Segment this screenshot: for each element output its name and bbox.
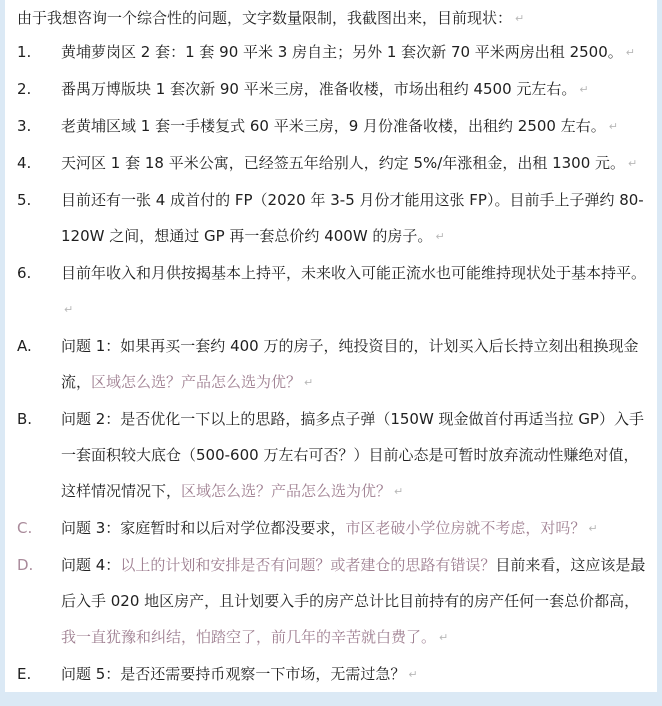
question-b — [17, 401, 647, 510]
intro-paragraph — [17, 3, 647, 34]
list-item-text — [61, 255, 647, 328]
paragraph-mark-icon: ↵ — [408, 668, 418, 681]
question-body: 问题 4： — [61, 556, 121, 574]
question-body: 问题 1：如果再买一套约 400 万的房子，纯投资目的，计划买入后长持立刻出租换现金流， — [61, 337, 639, 391]
question-body: 问题 2：是否优化一下以上的思路，搞多点子弹（150W 现金做首付再适当拉 GP）入手一套面积较大底仓（500-600 万左右可否？）目前心态是可暂时放弃流动性赚绝对值，这样情况情况下， — [61, 410, 644, 500]
item-text: 目前还有一张 4 成首付的 FP（2020 年 3-5 月份才能用这张 FP）。目前手上子弹约 80-120W 之间，想通过 GP 再一套总价约 400W 的房子。 — [61, 191, 644, 245]
list-item-6 — [17, 255, 647, 328]
highlighted-text: 以上的计划和安排是否有问题？或者建仓的思路有错误？ — [120, 556, 496, 574]
list-item-text — [61, 108, 647, 145]
paragraph-mark-icon: ↵ — [515, 12, 525, 25]
list-item-2 — [17, 71, 647, 108]
paragraph-mark-icon: ↵ — [625, 46, 635, 59]
list-item-text — [61, 145, 647, 182]
paragraph-mark-icon: ↵ — [304, 376, 314, 389]
question-text — [61, 328, 647, 401]
list-item-text — [61, 182, 647, 255]
paragraph-mark-icon: ↵ — [579, 83, 589, 96]
intro-text: 由于我想咨询一个综合性的问题，文字数量限制，我截图出来，目前现状： — [17, 9, 513, 27]
paragraph-mark-icon: ↵ — [439, 631, 449, 644]
item-text: 天河区 1 套 18 平米公寓，已经签五年给别人，约定 5%/年涨租金，出租 1300 元。 — [61, 154, 626, 172]
paragraph-mark-icon: ↵ — [64, 303, 74, 316]
list-marker: 2. — [17, 80, 32, 98]
question-body: 问题 3：家庭暂时和以后对学位都没要求， — [61, 519, 346, 537]
question-body: 问题 5：是否还需要持币观察一下市场，无需过急？ — [61, 665, 406, 683]
question-a — [17, 328, 647, 401]
question-c — [17, 510, 647, 547]
list-item-3 — [17, 108, 647, 145]
paragraph-mark-icon: ↵ — [435, 230, 445, 243]
paragraph-mark-icon: ↵ — [588, 522, 598, 535]
highlighted-text: 区域怎么选？产品怎么选为优？ — [91, 373, 302, 391]
list-marker: C. — [17, 519, 33, 537]
paragraph-mark-icon: ↵ — [394, 485, 404, 498]
item-text: 目前年收入和月供按揭基本上持平，未来收入可能正流水也可能维持现状处于基本持平。 — [61, 264, 647, 282]
highlighted-text-continued: 我一直犹豫和纠结，怕踏空了，前几年的辛苦就白费了。 — [61, 628, 437, 646]
question-text — [61, 656, 647, 693]
question-body-continued: 目前来看，这应该是最后入手 020 地区房产，且计划要入手的房产总计比目前持有的房产任何一套总价都高， — [61, 556, 646, 610]
highlighted-text: 区域怎么选？产品怎么选为优？ — [181, 482, 392, 500]
list-marker: 5. — [17, 191, 32, 209]
item-text: 番禺万博版块 1 套次新 90 平米三房，准备收楼，市场出租约 4500 元左右。 — [61, 80, 577, 98]
item-text: 老黄埔区域 1 套一手楼复式 60 平米三房，9 月份准备收楼，出租约 2500 左右。 — [61, 117, 606, 135]
list-item-text — [61, 71, 647, 108]
paragraph-mark-icon: ↵ — [628, 157, 638, 170]
list-item-4 — [17, 145, 647, 182]
list-marker: B. — [17, 410, 33, 428]
paragraph-mark-icon: ↵ — [608, 120, 618, 133]
list-marker: 3. — [17, 117, 32, 135]
highlighted-text: 市区老破小学位房就不考虑，对吗？ — [345, 519, 586, 537]
list-marker: 6. — [17, 264, 32, 282]
list-marker: E. — [17, 665, 32, 683]
list-marker: 1. — [17, 43, 32, 61]
document-body — [5, 0, 657, 693]
question-text — [61, 510, 647, 547]
question-d — [17, 547, 647, 656]
question-text — [61, 547, 647, 656]
list-marker: A. — [17, 337, 32, 355]
question-text — [61, 401, 647, 510]
list-item-5 — [17, 182, 647, 255]
item-text: 黄埔萝岗区 2 套：1 套 90 平米 3 房自主；另外 1 套次新 70 平米两房出租 2500。 — [61, 43, 623, 61]
list-item-text — [61, 34, 647, 71]
list-marker: 4. — [17, 154, 32, 172]
list-marker: D. — [17, 556, 34, 574]
list-item-1 — [17, 34, 647, 71]
question-e — [17, 656, 647, 693]
